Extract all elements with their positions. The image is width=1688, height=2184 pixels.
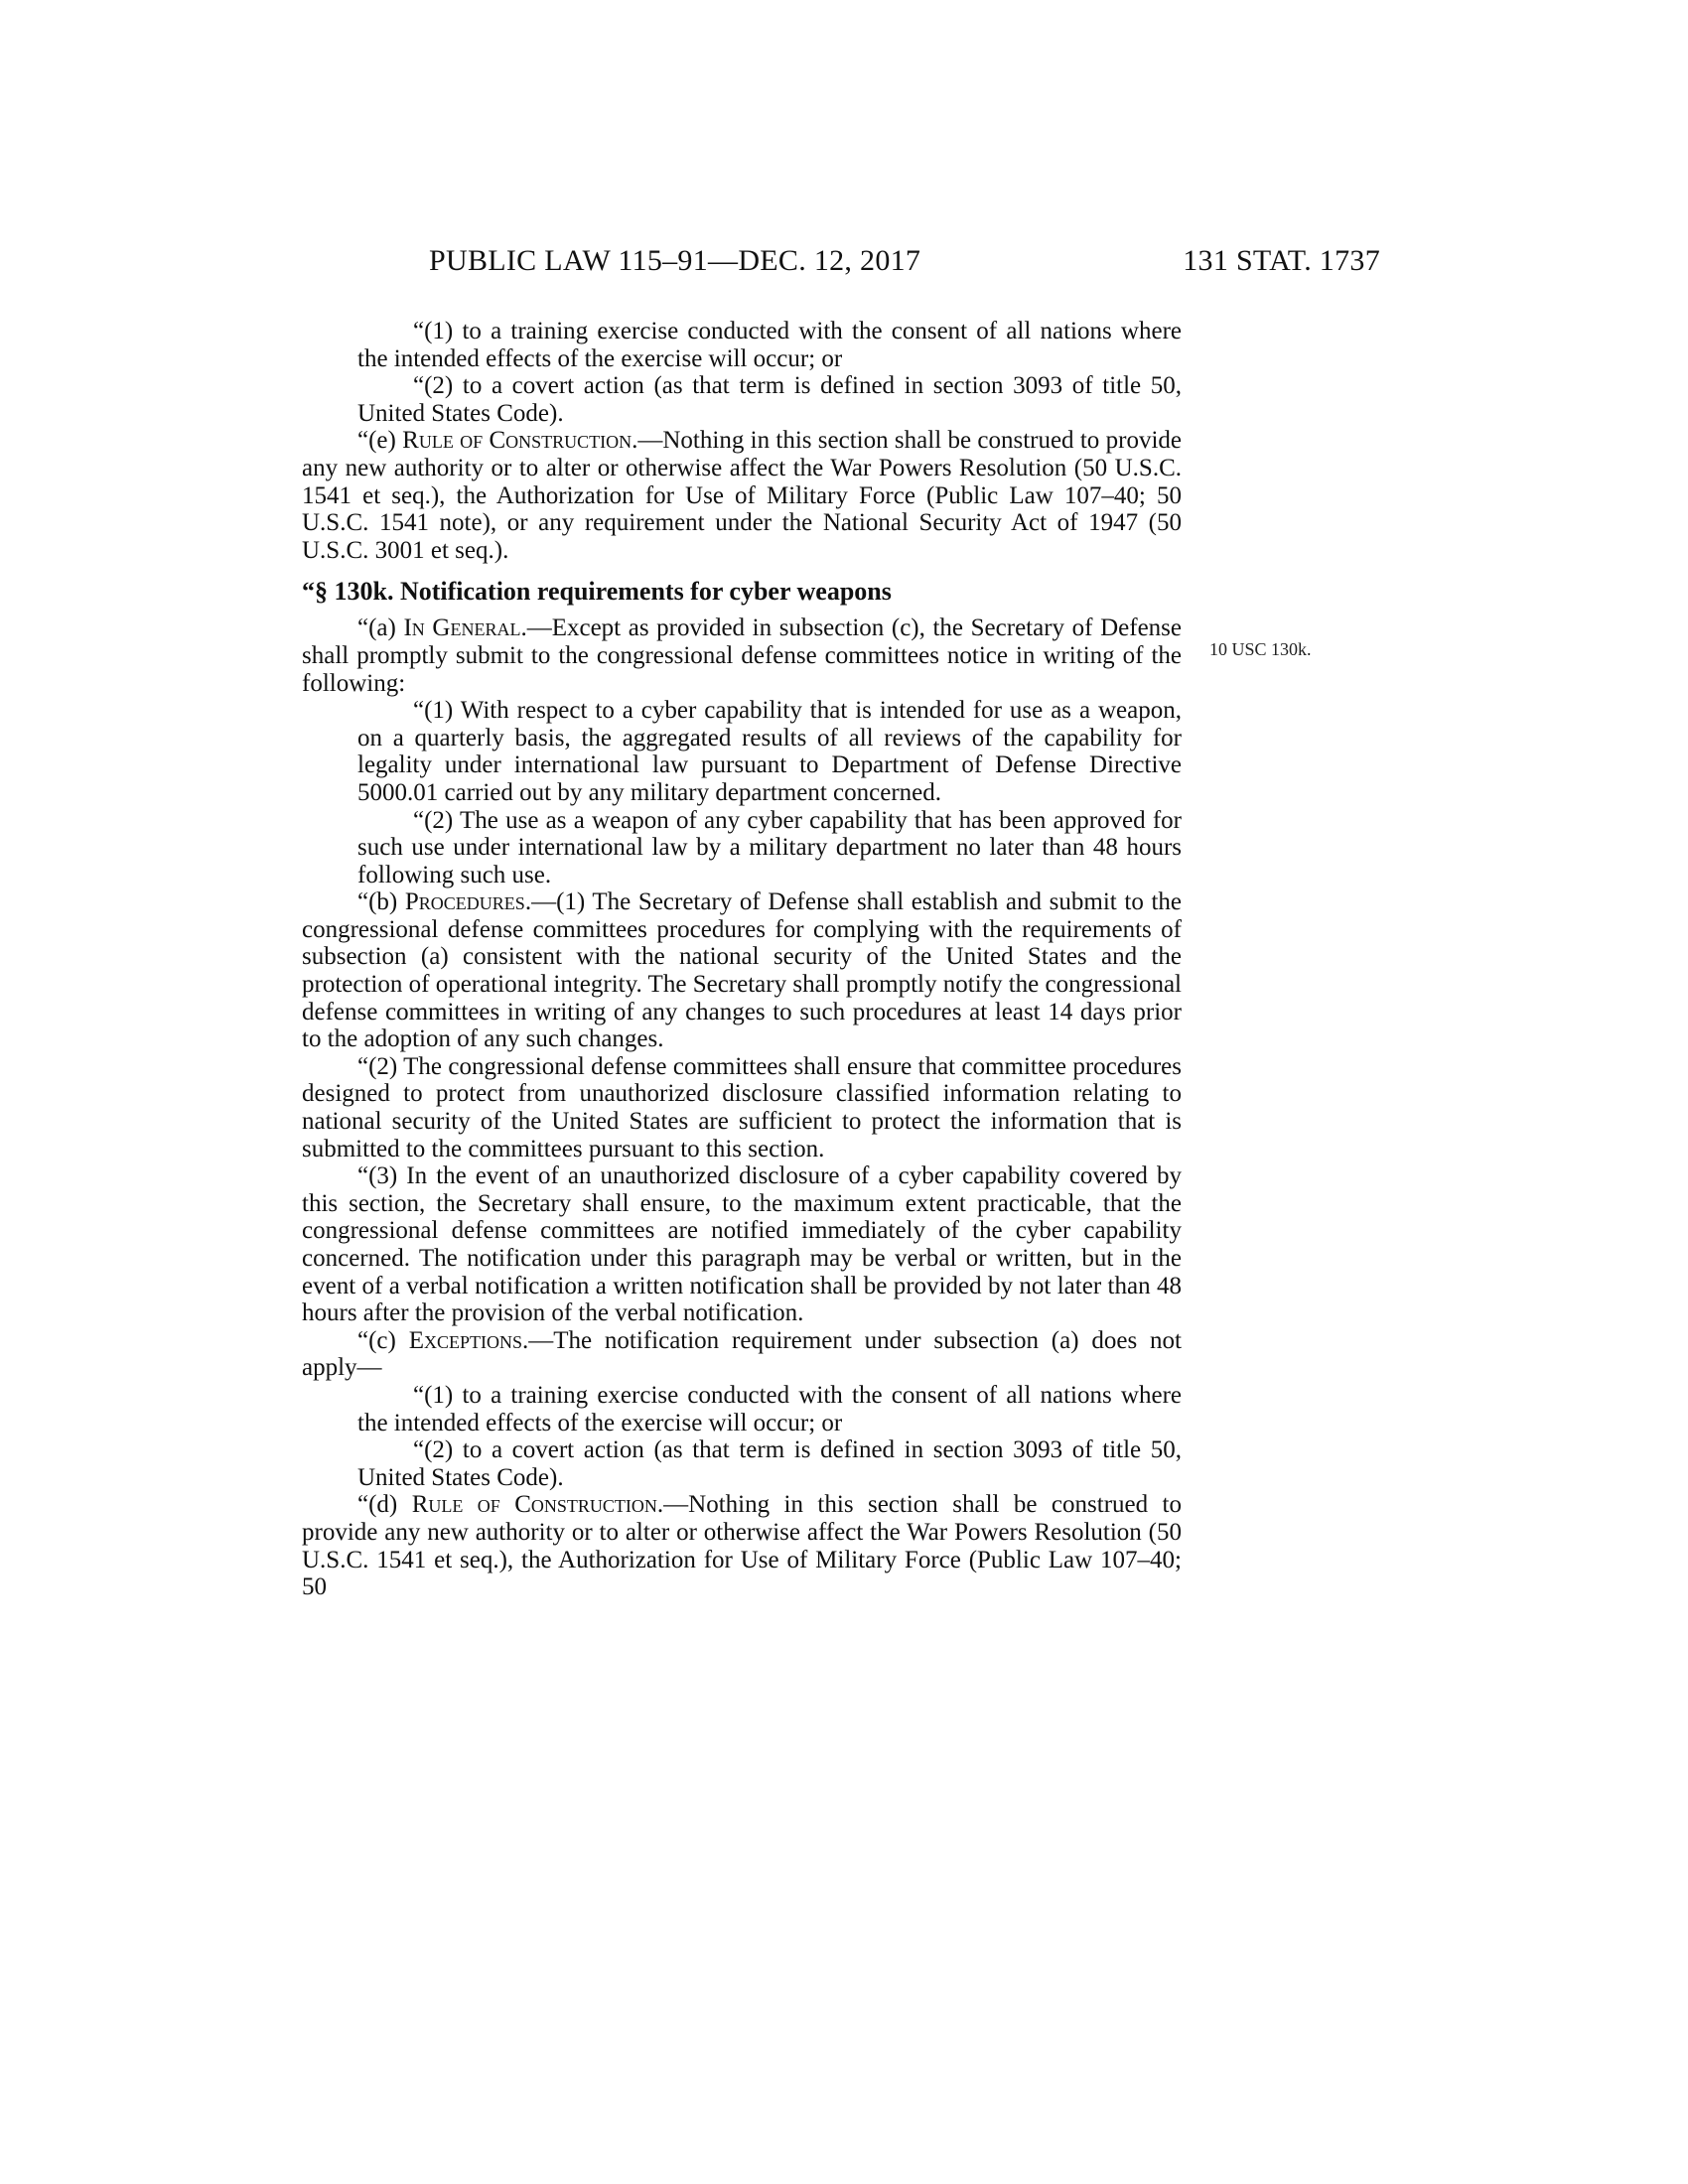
subsection-d-label: “(d) (357, 1491, 412, 1519)
paragraph-a-1-quarterly-reviews: “(1) With respect to a cyber capability that is intended for use as a weapon, on a quarterly basis, the aggregated results of all reviews of the capability for legality under international law pursuant to Department of Defense Directive 5000.01 carried out by any military department concerned. (357, 697, 1182, 806)
subsection-d-rule-of-construction (302, 1491, 1182, 1600)
public-law-citation: PUBLIC LAW 115–91—DEC. 12, 2017 (429, 244, 921, 277)
body-text (302, 318, 1182, 1601)
subsection-b-label: “(b) (357, 888, 405, 916)
paragraph-b-3-unauthorized-disclosure: “(3) In the event of an unauthorized disclosure of a cyber capability covered by this section, the Secretary shall ensure, to the maximum extent practicable, that the congressional defense committees are notified immediately of the cyber capability concerned. The notification under this paragraph may be verbal or written, but in the event of a verbal notification a written notification shall be provided by not later than 48 hours after the provision of the verbal notification. (302, 1162, 1182, 1327)
subsection-a-caption: In General (403, 614, 521, 642)
subsection-e-rule-of-construction (302, 427, 1182, 564)
subsection-a-label: “(a) (357, 614, 404, 642)
paragraph-e-2-covert-action: “(2) to a covert action (as that term is defined in section 3093 of title 50, United States Code). (357, 372, 1182, 427)
paragraph-c-2-covert-action: “(2) to a covert action (as that term is defined in section 3093 of title 50, United States Code). (357, 1436, 1182, 1491)
subsection-b-caption: Procedures (404, 888, 525, 916)
statute-page-number: 131 STAT. 1737 (1183, 244, 1380, 277)
section-heading-130k: “§ 130k. Notification requirements for cyber weapons (302, 577, 892, 607)
paragraph-b-2-committee-procedures: “(2) The congressional defense committees shall ensure that committee procedures designed to protect from unauthorized disclosure classified information relating to national security of the United States are sufficient to protect the information that is submitted to the committees pursuant to this section. (302, 1052, 1182, 1162)
subsection-d-caption: Rule of Construction (411, 1491, 657, 1519)
subsection-e-text: .—Nothing in this section shall be construed to provide any new authority or to alter or otherwise affect the War Powers Resolution (50 U.S.C. 1541 et seq.), the Authorization for Use of Military Force (Public Law 107–40; 50 U.S.C. 1541 note), or any requirement under the National Security Act of 1947 (50 U.S.C. 3001 et seq.). (302, 427, 1182, 564)
subsection-e-label: “(e) (357, 427, 403, 455)
page-header (298, 244, 1380, 288)
subsection-c-exceptions (302, 1327, 1182, 1382)
subsection-b-text: .—(1) The Secretary of Defense shall establish and submit to the congressional defense committees procedures for complying with the requirements of subsection (a) consistent with the national security of the United States and the protection of operational integrity. The Secretary shall promptly notify the congressional defense committees in writing of any changes to such procedures at least 14 days prior to the adoption of any such changes. (302, 888, 1182, 1053)
margin-note-usc-citation: 10 USC 130k. (1209, 639, 1312, 659)
subsection-a-in-general (302, 614, 1182, 697)
subsection-c-text: .—The notification requirement under subsection (a) does not apply— (302, 1326, 1182, 1382)
paragraph-a-2-use-as-weapon: “(2) The use as a weapon of any cyber capability that has been approved for such use under international law by a military department no later than 48 hours following such use. (357, 806, 1182, 888)
subsection-e-caption: Rule of Construction (402, 427, 633, 455)
subsection-c-caption: Exceptions (408, 1326, 522, 1354)
subsection-c-label: “(c) (357, 1326, 409, 1354)
subsection-b-procedures (302, 888, 1182, 1053)
subsection-d-text: .—Nothing in this section shall be construed to provide any new authority or to alter or otherwise affect the War Powers Resolution (50 U.S.C. 1541 et seq.), the Authorization for Use of Military Force (Public Law 107–40; 50 (302, 1491, 1182, 1601)
subsection-a-text: .—Except as provided in subsection (c), the Secretary of Defense shall promptly submit to the congressional defense committees notice in writing of the following: (302, 614, 1182, 697)
paragraph-e-1-training-exercise: “(1) to a training exercise conducted with the consent of all nations where the intended effects of the exercise will occur; or (357, 318, 1182, 372)
paragraph-c-1-training-exercise: “(1) to a training exercise conducted with the consent of all nations where the intended effects of the exercise will occur; or (357, 1381, 1182, 1436)
